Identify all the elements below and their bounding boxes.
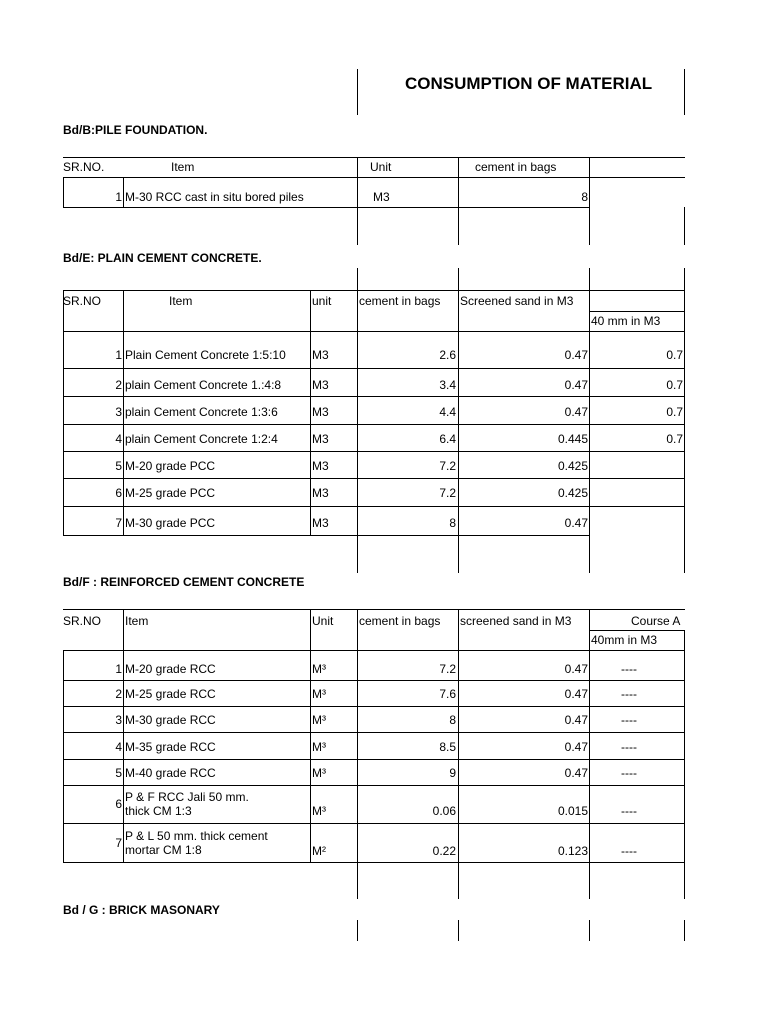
sr-no: 5 bbox=[115, 459, 122, 473]
item-name: M-20 grade RCC bbox=[125, 662, 216, 676]
sand-value: 0.47 bbox=[564, 348, 588, 362]
unit: M3 bbox=[312, 432, 329, 446]
col-header-item: Item bbox=[169, 294, 193, 308]
aggregate-value: ---- bbox=[621, 740, 637, 754]
item-name: M-30 RCC cast in situ bored piles bbox=[125, 190, 304, 204]
col-header-item: Item bbox=[171, 160, 195, 174]
col-header-srno: SR.NO bbox=[63, 614, 102, 628]
aggregate-value: ---- bbox=[621, 713, 637, 727]
col-header-cement: cement in bags bbox=[359, 614, 441, 628]
sr-no: 2 bbox=[115, 687, 122, 701]
unit: M3 bbox=[312, 378, 329, 392]
unit: M3 bbox=[312, 405, 329, 419]
item-name: P & F RCC Jali 50 mm. thick CM 1:3 bbox=[125, 790, 249, 818]
sand-value: 0.47 bbox=[564, 405, 588, 419]
sr-no: 7 bbox=[115, 516, 122, 530]
section-heading-pile: Bd/B:PILE FOUNDATION. bbox=[63, 123, 208, 137]
sand-value: 0.47 bbox=[564, 687, 588, 701]
unit: M³ bbox=[312, 766, 326, 780]
sr-no: 2 bbox=[115, 378, 122, 392]
sand-value: 0.425 bbox=[557, 459, 588, 473]
item-name: plain Cement Concrete 1:3:6 bbox=[125, 405, 278, 419]
unit: M3 bbox=[373, 190, 390, 204]
unit: M3 bbox=[312, 516, 329, 530]
sr-no: 3 bbox=[115, 713, 122, 727]
col-subheader-aggregate: 40 mm in M3 bbox=[591, 314, 661, 328]
col-header-unit: Unit bbox=[370, 160, 392, 174]
sr-no: 7 bbox=[115, 836, 122, 850]
aggregate-value: 0.7 bbox=[666, 348, 683, 362]
unit: M3 bbox=[312, 348, 329, 362]
unit: M³ bbox=[312, 804, 326, 818]
cement-value: 7.2 bbox=[439, 486, 456, 500]
item-name: P & L 50 mm. thick cement mortar CM 1:8 bbox=[125, 829, 268, 857]
cement-value: 7.2 bbox=[439, 459, 456, 473]
sand-value: 0.445 bbox=[557, 432, 588, 446]
col-header-item: Item bbox=[125, 614, 149, 628]
sand-value: 0.47 bbox=[564, 378, 588, 392]
col-header-aggregate: Course A bbox=[631, 614, 681, 628]
item-name: M-35 grade RCC bbox=[125, 740, 216, 754]
cement-value: 2.6 bbox=[439, 348, 456, 362]
sr-no: 4 bbox=[115, 432, 122, 446]
sand-value: 0.123 bbox=[557, 844, 588, 858]
cement-value: 4.4 bbox=[439, 405, 456, 419]
sr-no: 1 bbox=[115, 662, 122, 676]
sand-value: 0.425 bbox=[557, 486, 588, 500]
aggregate-value: ---- bbox=[621, 766, 637, 780]
cement-value: 8 bbox=[449, 516, 456, 530]
col-header-cement: cement in bags bbox=[475, 160, 557, 174]
col-header-sand: Screened sand in M3 bbox=[460, 294, 574, 308]
cement-value: 7.6 bbox=[439, 687, 456, 701]
page-title: CONSUMPTION OF MATERIAL bbox=[405, 74, 653, 93]
unit: M3 bbox=[312, 459, 329, 473]
col-subheader-aggregate: 40mm in M3 bbox=[591, 633, 658, 647]
unit: M² bbox=[312, 844, 326, 858]
cement-value: 0.06 bbox=[432, 804, 456, 818]
item-name: M-30 grade PCC bbox=[125, 516, 216, 530]
sand-value: 0.47 bbox=[564, 766, 588, 780]
sand-value: 0.015 bbox=[557, 804, 588, 818]
unit: M3 bbox=[312, 486, 329, 500]
cement-value: 8 bbox=[449, 713, 456, 727]
sr-no: 3 bbox=[115, 405, 122, 419]
item-name: M-25 grade RCC bbox=[125, 687, 216, 701]
section-heading-pcc: Bd/E: PLAIN CEMENT CONCRETE. bbox=[63, 251, 262, 265]
sr-no: 1 bbox=[115, 348, 122, 362]
grid-line bbox=[684, 69, 685, 115]
col-header-sand: screened sand in M3 bbox=[460, 614, 572, 628]
item-name: M-40 grade RCC bbox=[125, 766, 216, 780]
sand-value: 0.47 bbox=[564, 516, 588, 530]
sr-no: 5 bbox=[115, 766, 122, 780]
col-header-srno: SR.NO bbox=[63, 294, 102, 308]
section-heading-brick: Bd / G : BRICK MASONARY bbox=[63, 903, 220, 917]
aggregate-value: 0.7 bbox=[666, 432, 683, 446]
col-header-unit: Unit bbox=[312, 614, 334, 628]
item-name: plain Cement Concrete 1:2:4 bbox=[125, 432, 278, 446]
item-name: Plain Cement Concrete 1:5:10 bbox=[125, 348, 286, 362]
col-header-cement: cement in bags bbox=[359, 294, 441, 308]
unit: M³ bbox=[312, 687, 326, 701]
sr-no: 6 bbox=[115, 797, 122, 811]
col-header-unit: unit bbox=[312, 294, 332, 308]
sand-value: 0.47 bbox=[564, 713, 588, 727]
item-name: plain Cement Concrete 1.:4:8 bbox=[125, 378, 282, 392]
cement-value: 3.4 bbox=[439, 378, 456, 392]
aggregate-value: ---- bbox=[621, 804, 637, 818]
cement-value: 8 bbox=[581, 190, 588, 204]
unit: M³ bbox=[312, 713, 326, 727]
aggregate-value: ---- bbox=[621, 662, 637, 676]
sand-value: 0.47 bbox=[564, 662, 588, 676]
cement-value: 0.22 bbox=[432, 844, 456, 858]
aggregate-value: 0.7 bbox=[666, 378, 683, 392]
sr-no: 4 bbox=[115, 740, 122, 754]
unit: M³ bbox=[312, 662, 326, 676]
section-heading-rcc: Bd/F : REINFORCED CEMENT CONCRETE bbox=[63, 575, 305, 589]
cement-value: 9 bbox=[449, 766, 456, 780]
col-header-srno: SR.NO. bbox=[63, 160, 105, 174]
unit: M³ bbox=[312, 740, 326, 754]
item-name: M-30 grade RCC bbox=[125, 713, 216, 727]
sr-no: 1 bbox=[115, 190, 122, 204]
cement-value: 8.5 bbox=[439, 740, 456, 754]
item-name: M-25 grade PCC bbox=[125, 486, 216, 500]
cement-value: 6.4 bbox=[439, 432, 456, 446]
item-name: M-20 grade PCC bbox=[125, 459, 216, 473]
cement-value: 7.2 bbox=[439, 662, 456, 676]
sand-value: 0.47 bbox=[564, 740, 588, 754]
sr-no: 6 bbox=[115, 486, 122, 500]
aggregate-value: ---- bbox=[621, 687, 637, 701]
aggregate-value: 0.7 bbox=[666, 405, 683, 419]
aggregate-value: ---- bbox=[621, 844, 637, 858]
grid-line bbox=[357, 69, 358, 115]
